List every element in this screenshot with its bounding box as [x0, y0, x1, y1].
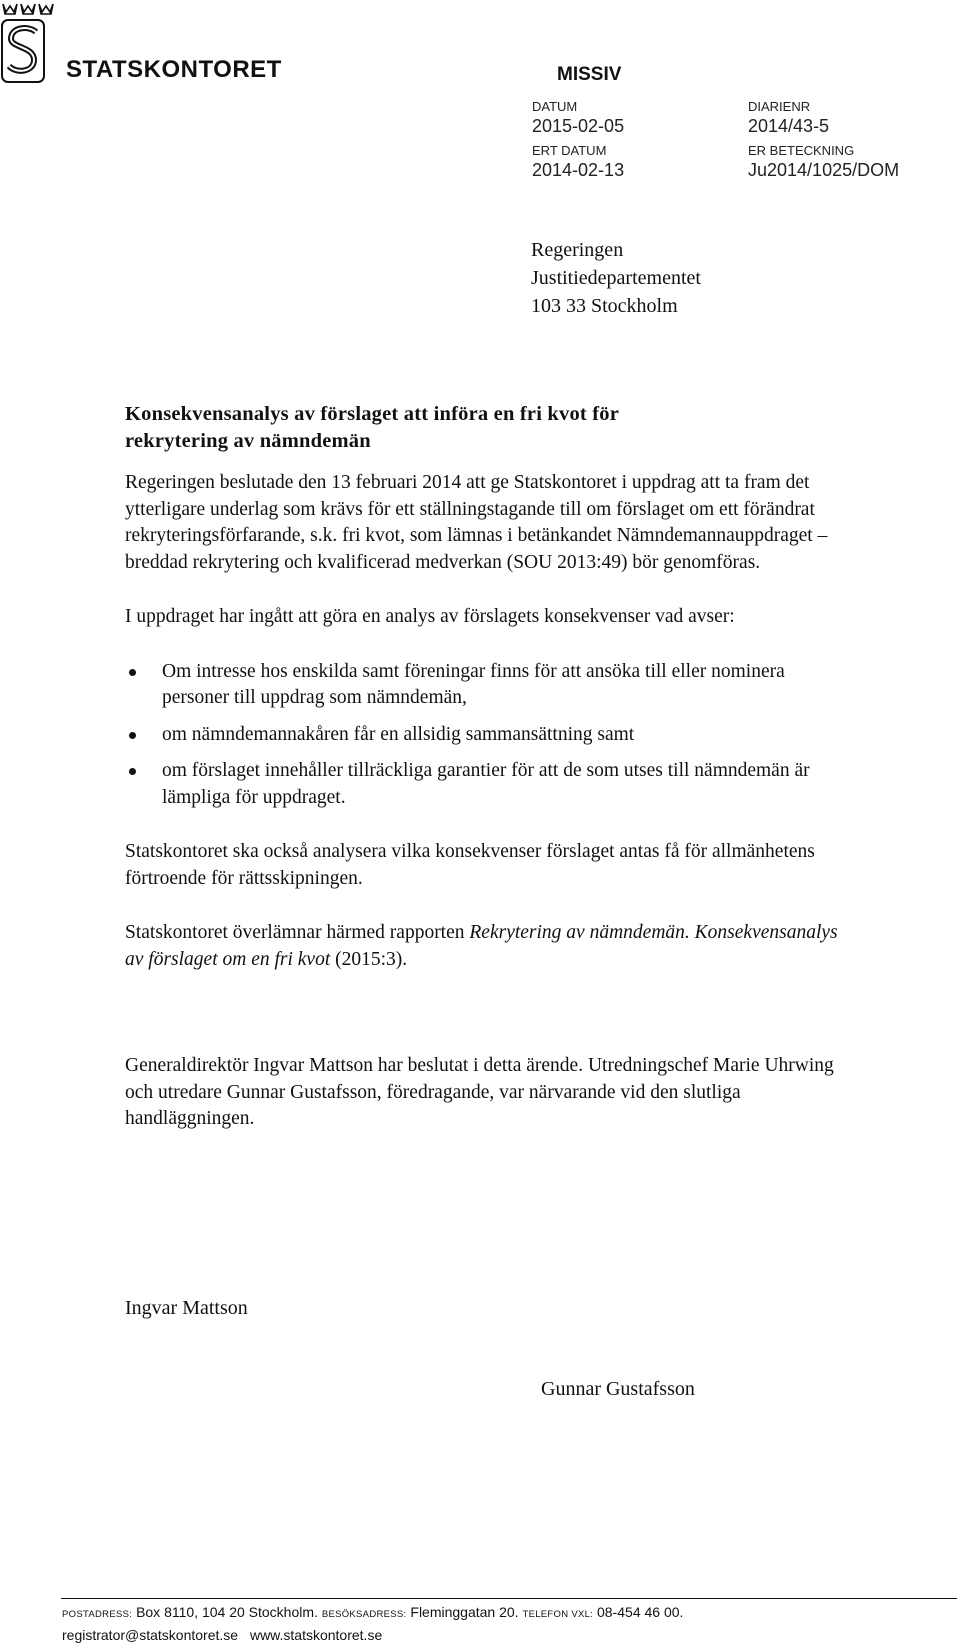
paragraph-scope: I uppdraget har ingått att göra en analys av förslagets konsekvenser vad avser:	[125, 606, 735, 627]
footer-divider	[61, 1598, 957, 1599]
designation-value: Ju2014/1025/DOM	[748, 160, 900, 180]
recipient-line: Regeringen	[531, 239, 624, 261]
statskontoret-logo	[0, 0, 320, 90]
signature-first: Ingvar Mattson	[125, 1297, 248, 1319]
date-label: DATUM	[532, 99, 578, 114]
phone-label: TELEFON VXL:	[522, 1609, 594, 1620]
paragraph-assignment: Regeringen beslutade den 13 februari 2014 att ge Statskontoret i uppdrag att ta fram det ytterligare underlag som krävs för ett ställningstagande till om förslaget om ett förändrat rekryteringsförfarande, s.k. fri kvot, som lämnas i betänkandet Nämndemannauppdraget – breddad rekrytering och kvalificerad medverkan (SOU 2013:49) bör genomföras.	[125, 472, 828, 573]
document-type: MISSIV	[557, 64, 622, 85]
ref-date-label: ERT DATUM	[532, 143, 607, 158]
paragraph-decision: Generaldirektör Ingvar Mattson har beslutat i detta ärende. Utredningschef Marie Uhrwing och utredare Gunnar Gustafsson, föredragande, var närvarande vid den slutliga handläggningen.	[125, 1055, 834, 1129]
letter-heading	[125, 401, 845, 455]
footer-contact-line	[62, 1602, 942, 1625]
designation-label: ER BETECKNING	[748, 143, 855, 158]
list-item: Om intresse hos enskilda samt föreningar finns för att ansöka till eller nominera personer till uppdrag som nämndemän,	[125, 659, 847, 712]
bullet-icon	[129, 768, 136, 775]
date-value: 2015-02-05	[532, 116, 625, 136]
footer	[62, 1602, 942, 1645]
visit-label: BESÖKSADRESS:	[321, 1609, 407, 1620]
phone-value: 08-454 46 00.	[597, 1604, 684, 1620]
visit-value: Fleminggatan 20.	[410, 1604, 519, 1620]
postal-value: Box 8110, 104 20 Stockholm.	[136, 1604, 318, 1620]
paragraph-report: Statskontoret överlämnar härmed rapporten Rekrytering av nämndemän. Konsekvensanalys av förslaget om en fri kvot (2015:3).	[125, 922, 838, 970]
bullet-icon	[129, 732, 136, 739]
postal-label: POSTADRESS:	[62, 1609, 133, 1620]
signature-second: Gunnar Gustafsson	[541, 1378, 695, 1400]
ref-date-value: 2014-02-13	[532, 160, 625, 180]
footer-web-line	[62, 1625, 942, 1645]
paragraph-additional-analysis: Statskontoret ska också analysera vilka konsekvenser förslaget antas få för allmänhetens förtroende för rättsskipningen.	[125, 841, 815, 889]
crown-shield-logo-icon	[0, 0, 60, 90]
website-link[interactable]: www.statskontoret.se	[249, 1627, 383, 1643]
list-item: om nämndemannakåren får en allsidig sammansättning samt	[125, 722, 847, 749]
recipient-line: 103 33 Stockholm	[531, 295, 678, 317]
recipient-address	[531, 236, 701, 320]
email-link[interactable]: registrator@statskontoret.se	[62, 1627, 239, 1643]
letter-body	[125, 470, 847, 1133]
heading-line: Konsekvensanalys av förslaget att införa en fri kvot för	[125, 403, 620, 425]
recipient-line: Justitiedepartementet	[531, 267, 701, 289]
report-title: Rekrytering av nämndemän. Konsekvensanalys av förslaget om en fri kvot	[125, 922, 838, 970]
list-item: om förslaget innehåller tillräckliga garantier för att de som utses till nämndemän är lämpliga för uppdraget.	[125, 758, 847, 811]
diary-value: 2014/43-5	[748, 116, 830, 136]
bullet-icon	[129, 669, 136, 676]
diary-label: DIARIENR	[748, 99, 811, 114]
bullet-list	[125, 659, 847, 812]
logo-wordmark: STATSKONTORET	[66, 56, 282, 83]
heading-line: rekrytering av nämndemän	[125, 430, 371, 452]
